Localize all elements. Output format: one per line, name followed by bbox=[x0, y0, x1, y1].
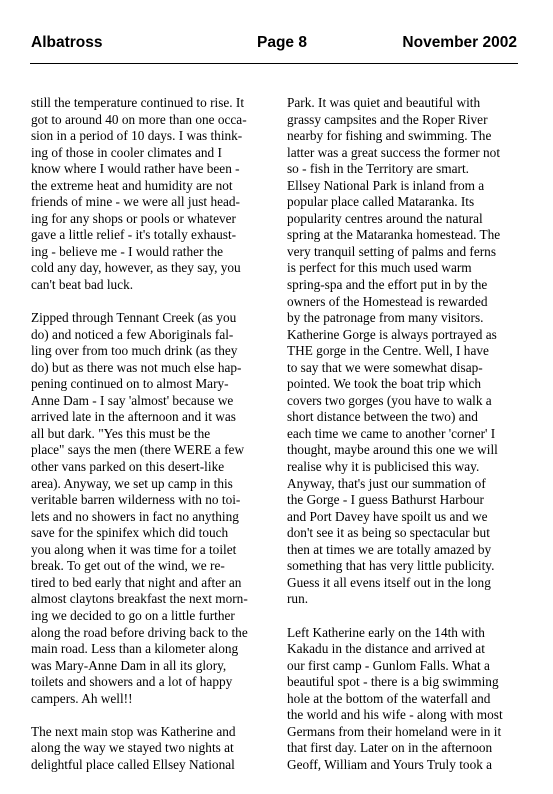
text-line: Left Katherine early on the 14th with bbox=[287, 624, 485, 640]
text-line: got to around 40 on more than one occa- bbox=[31, 111, 247, 127]
text-line: the world and his wife - along with most bbox=[287, 707, 503, 723]
text-line: gave a little relief - it's totally exhaust- bbox=[31, 227, 237, 243]
text-line: spring at the Mataranka homestead. The bbox=[287, 227, 501, 243]
text-line: do) and noticed a few Aboriginals fal- bbox=[31, 326, 234, 342]
text-line: area). Anyway, we set up camp in this bbox=[31, 475, 233, 491]
text-line: cold any day, however, as they say, you bbox=[31, 260, 241, 276]
text-line: main road. Less than a kilometer along bbox=[31, 641, 239, 657]
text-line: delightful place called Ellsey National bbox=[31, 756, 235, 772]
text-line: sion in a period of 10 days. I was think- bbox=[31, 128, 243, 144]
text-line: know where I would rather have been - bbox=[31, 161, 240, 177]
text-line: nearby for fishing and swimming. The bbox=[287, 128, 492, 144]
text-line: campers. Ah well!! bbox=[31, 690, 133, 706]
header-divider bbox=[30, 63, 518, 64]
text-line: popularity centres around the natural bbox=[287, 210, 483, 226]
text-line: Guess it all evens itself out in the long bbox=[287, 574, 491, 590]
text-line: all but dark. "Yes this must be the bbox=[31, 425, 211, 441]
text-line: owners of the Homestead is rewarded bbox=[287, 293, 488, 309]
text-line: ing - believe me - I would rather the bbox=[31, 243, 223, 259]
text-line: lets and no showers in fact no anything bbox=[31, 508, 239, 524]
text-line: break. To get out of the wind, we re- bbox=[31, 558, 225, 574]
text-line: was Mary-Anne Dam in all its glory, bbox=[31, 657, 227, 673]
text-line: each time we came to another 'corner' I bbox=[287, 425, 496, 441]
text-line: the extreme heat and humidity are not bbox=[31, 177, 233, 193]
text-line: do) but as there was not much else hap- bbox=[31, 359, 242, 375]
text-line: along the road before driving back to the bbox=[31, 624, 248, 640]
text-line: friends of mine - we were all just head- bbox=[31, 194, 240, 210]
article-paragraph bbox=[287, 95, 519, 608]
text-line: Geoff, William and Yours Truly took a bbox=[287, 756, 493, 772]
text-line: popular place called Mataranka. Its bbox=[287, 194, 475, 210]
text-line: toilets and showers and a lot of happy bbox=[31, 674, 233, 690]
text-line: so - fish in the Territory are smart. bbox=[287, 161, 469, 177]
article-paragraph bbox=[287, 625, 519, 774]
text-line: ing we decided to go on a little further bbox=[31, 607, 235, 623]
text-line: realise why it is publicised this way. bbox=[287, 459, 480, 475]
page-header bbox=[31, 34, 517, 58]
text-line: Anne Dam - I say 'almost' because we bbox=[31, 392, 234, 408]
text-line: that first day. Later on in the afternoon bbox=[287, 740, 493, 756]
text-line: something that has very little publicity. bbox=[287, 558, 495, 574]
text-line: can't beat bad luck. bbox=[31, 277, 134, 293]
issue-date: November 2002 bbox=[402, 34, 517, 51]
page-number: Page 8 bbox=[257, 34, 307, 51]
text-line: ling over from too much drink (as they bbox=[31, 343, 238, 359]
text-line: Germans from their homeland were in it bbox=[287, 723, 502, 739]
text-line: place" says the men (there WERE a few bbox=[31, 442, 245, 458]
text-line: is perfect for this much used warm bbox=[287, 260, 472, 276]
text-line: ing of those in cooler climates and I bbox=[31, 144, 222, 160]
text-line: The next main stop was Katherine and bbox=[31, 723, 236, 739]
text-line: pointed. We took the boat trip which bbox=[287, 376, 482, 392]
text-line: covers two gorges (you have to walk a bbox=[287, 392, 492, 408]
text-line: short distance between the two) and bbox=[287, 409, 478, 425]
text-line: don't see it as being so spectacular but bbox=[287, 525, 490, 541]
text-line: arrived late in the afternoon and it was bbox=[31, 409, 236, 425]
publication-title: Albatross bbox=[31, 34, 103, 51]
text-line: veritable barren wilderness with no toi- bbox=[31, 492, 241, 508]
text-line: run. bbox=[287, 591, 309, 607]
text-line: Katherine Gorge is always portrayed as bbox=[287, 326, 497, 342]
text-line: almost claytons breakfast the next morn- bbox=[31, 591, 248, 607]
text-line: along the way we stayed two nights at bbox=[31, 740, 234, 756]
text-line: and Port Davey have spoilt us and we bbox=[287, 508, 488, 524]
text-line: save for the spinifex which did touch bbox=[31, 525, 229, 541]
text-line: Anyway, that's just our summation of bbox=[287, 475, 486, 491]
text-line: THE gorge in the Centre. Well, I have bbox=[287, 343, 489, 359]
text-line: other vans parked on this desert-like bbox=[31, 459, 225, 475]
article-paragraph bbox=[31, 95, 263, 294]
article-paragraph bbox=[31, 310, 263, 707]
text-line: tired to bed early that night and after an bbox=[31, 574, 242, 590]
text-line: Ellsey National Park is inland from a bbox=[287, 177, 485, 193]
text-line: spring-spa and the effort put in by the bbox=[287, 277, 488, 293]
text-line: Zipped through Tennant Creek (as you bbox=[31, 310, 237, 326]
left-text-column bbox=[31, 95, 263, 790]
text-line: ing for any shops or pools or whatever bbox=[31, 210, 236, 226]
text-line: our first camp - Gunlom Falls. What a bbox=[287, 657, 490, 673]
text-line: grassy campsites and the Roper River bbox=[287, 111, 488, 127]
text-line: by the patronage from many visitors. bbox=[287, 310, 484, 326]
text-line: hole at the bottom of the waterfall and bbox=[287, 690, 491, 706]
right-text-column bbox=[287, 95, 519, 790]
text-line: latter was a great success the former not bbox=[287, 144, 501, 160]
text-line: then at times we are totally amazed by bbox=[287, 541, 492, 557]
text-line: Park. It was quiet and beautiful with bbox=[287, 95, 481, 110]
text-line: pening continued on to almost Mary- bbox=[31, 376, 229, 392]
text-line: Kakadu in the distance and arrived at bbox=[287, 641, 485, 657]
text-line: very tranquil setting of palms and ferns bbox=[287, 243, 497, 259]
text-line: you along when it was time for a toilet bbox=[31, 541, 237, 557]
text-line: beautiful spot - there is a big swimming bbox=[287, 674, 499, 690]
text-line: still the temperature continued to rise. It bbox=[31, 95, 245, 110]
text-line: the Gorge - I guess Bathurst Harbour bbox=[287, 492, 484, 508]
text-line: to say that we were somewhat disap- bbox=[287, 359, 483, 375]
article-paragraph bbox=[31, 724, 263, 774]
text-line: thought, maybe around this one we will bbox=[287, 442, 498, 458]
